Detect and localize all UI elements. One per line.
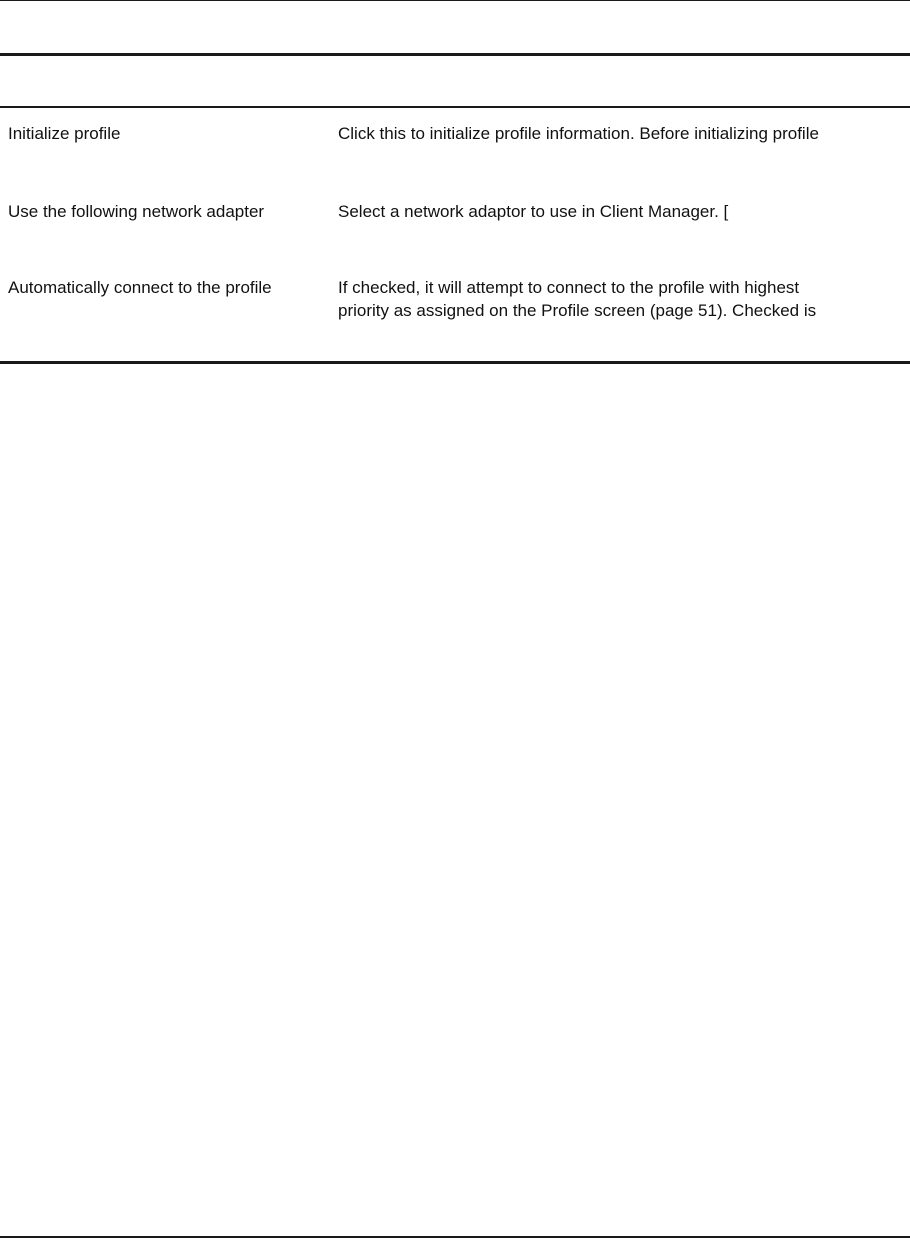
setting-name: Initialize profile xyxy=(8,124,121,143)
description-line: Select a network adaptor to use in Client Manager. [ xyxy=(338,202,729,221)
page-bottom-rule xyxy=(0,1236,910,1238)
setting-name: Automatically connect to the profile xyxy=(8,278,272,297)
top-rule xyxy=(0,0,910,1)
description-line: Click this to initialize profile information. Before initializing profile xyxy=(338,124,819,143)
setting-description xyxy=(338,200,904,223)
table-header-bottom-rule xyxy=(0,106,910,108)
description-line: priority as assigned on the Profile screen (page 51). Checked is xyxy=(338,301,817,320)
setting-name: Use the following network adapter xyxy=(8,202,265,221)
table-header-top-rule xyxy=(0,53,910,56)
description-line: If checked, it will attempt to connect to the profile with highest xyxy=(338,278,800,297)
setting-description xyxy=(338,276,904,322)
table-bottom-rule xyxy=(0,361,910,364)
setting-description xyxy=(338,122,904,145)
